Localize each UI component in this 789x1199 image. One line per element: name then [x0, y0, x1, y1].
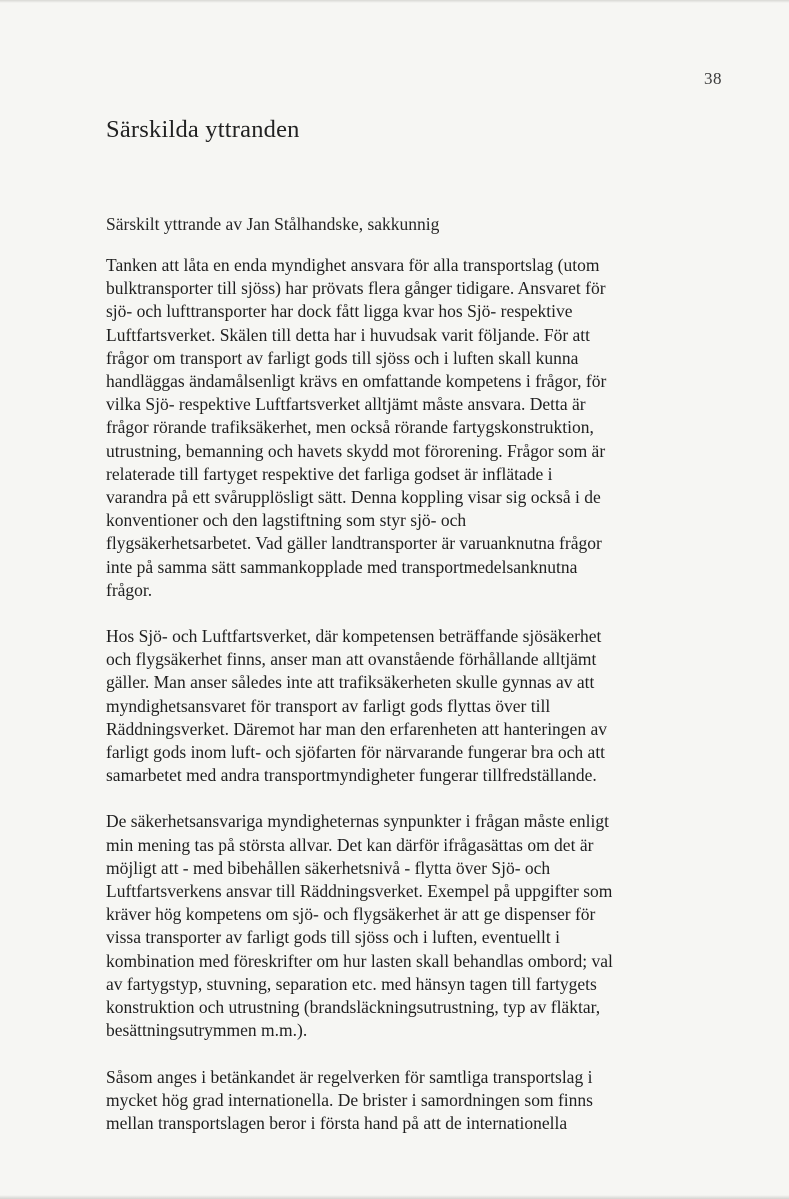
text-line: Luftfartsverkens ansvar till Räddningsverket. Exempel på uppgifter som	[106, 881, 613, 902]
paragraph-3	[106, 810, 706, 1042]
paragraph-2	[106, 625, 706, 787]
text-line: Såsom anges i betänkandet är regelverken för samtliga transportslag i	[106, 1066, 593, 1087]
text-line: gäller. Man anser således inte att trafiksäkerheten skulle gynnas av att	[106, 672, 595, 693]
paragraph-4	[106, 1066, 706, 1136]
text-line: Hos Sjö- och Luftfartsverket, där kompetensen beträffande sjösäkerhet	[106, 626, 602, 647]
text-line: Luftfartsverket. Skälen till detta har i huvudsak varit följande. För att	[106, 324, 591, 345]
text-line: vilka Sjö- respektive Luftfartsverket alltjämt måste ansvara. Detta är	[106, 394, 586, 415]
paragraph-1	[106, 254, 706, 602]
text-line: flygsäkerhetsarbetet. Vad gäller landtransporter är varuanknutna frågor	[106, 533, 602, 554]
text-line: av fartygstyp, stuvning, separation etc. med hänsyn tagen till fartygets	[106, 973, 597, 994]
text-line: varandra på ett svårupplösligt sätt. Denna koppling visar sig också i de	[106, 487, 601, 508]
text-line: Tanken att låta en enda myndighet ansvara för alla transportslag (utom	[106, 255, 600, 275]
text-line: handläggas ändamålsenligt krävs en omfattande kompetens i frågor, för	[106, 371, 607, 392]
text-line: vissa transporter av farligt gods till sjöss och i luften, eventuellt i	[106, 927, 560, 948]
text-line: kräver hög kompetens om sjö- och flygsäkerhet är att ge dispenser för	[106, 904, 596, 925]
body-text	[106, 254, 706, 1158]
text-line: samarbetet med andra transportmyndigheter fungerar tillfredställande.	[106, 765, 597, 786]
text-line: min mening tas på största allvar. Det kan därför ifrågasättas om det är	[106, 834, 594, 855]
text-line: inte på samma sätt sammankopplade med transportmedelsanknutna	[106, 556, 578, 577]
text-line: konventioner och den lagstiftning som styr sjö- och	[106, 510, 467, 531]
text-line: De säkerhetsansvariga myndigheternas synpunkter i frågan måste enligt	[106, 811, 609, 832]
text-line: konstruktion och utrustning (brandsläckningsutrustning, typ av fläktar,	[106, 997, 601, 1018]
text-line: relaterade till fartyget respektive det farliga godset är inflätade i	[106, 463, 553, 484]
text-line: kombination med föreskrifter om hur lasten skall behandlas ombord; val	[106, 950, 613, 971]
text-line: mellan transportslagen beror i första hand på att de internationella	[106, 1112, 568, 1133]
text-line: besättningsutrymmen m.m.).	[106, 1020, 308, 1041]
text-line: frågor.	[106, 579, 153, 600]
text-line: frågor om transport av farligt gods till sjöss och i luften skall kunna	[106, 347, 579, 368]
text-line: frågor rörande trafiksäkerhet, men också rörande fartygskonstruktion,	[106, 417, 594, 438]
scan-bottom-edge	[0, 1195, 789, 1199]
text-line: bulktransporter till sjöss) har prövats flera gånger tidigare. Ansvaret för	[106, 278, 606, 299]
text-line: farligt gods inom luft- och sjöfarten för närvarande fungerar bra och att	[106, 742, 606, 763]
text-line: möjligt att - med bibehållen säkerhetsnivå - flytta över Sjö- och	[106, 857, 551, 878]
text-line: utrustning, bemanning och havets skydd mot förorening. Frågor som är	[106, 440, 606, 461]
scan-top-edge	[0, 0, 789, 3]
text-line: Räddningsverket. Däremot har man den erfarenheten att hanteringen av	[106, 718, 607, 739]
text-line: mycket hög grad internationella. De brister i samordningen som finns	[106, 1089, 593, 1110]
text-line: sjö- och lufttransporter har dock fått ligga kvar hos Sjö- respektive	[106, 301, 573, 322]
text-line: och flygsäkerhet finns, anser man att ovanstående förhållande alltjämt	[106, 649, 597, 670]
statement-heading: Särskilt yttrande av Jan Stålhandske, sakkunnig	[106, 214, 440, 234]
section-title: Särskilda yttranden	[106, 116, 300, 143]
text-line: myndighetsansvaret för transport av farligt gods flyttas över till	[106, 695, 551, 716]
page-number: 38	[704, 69, 722, 88]
